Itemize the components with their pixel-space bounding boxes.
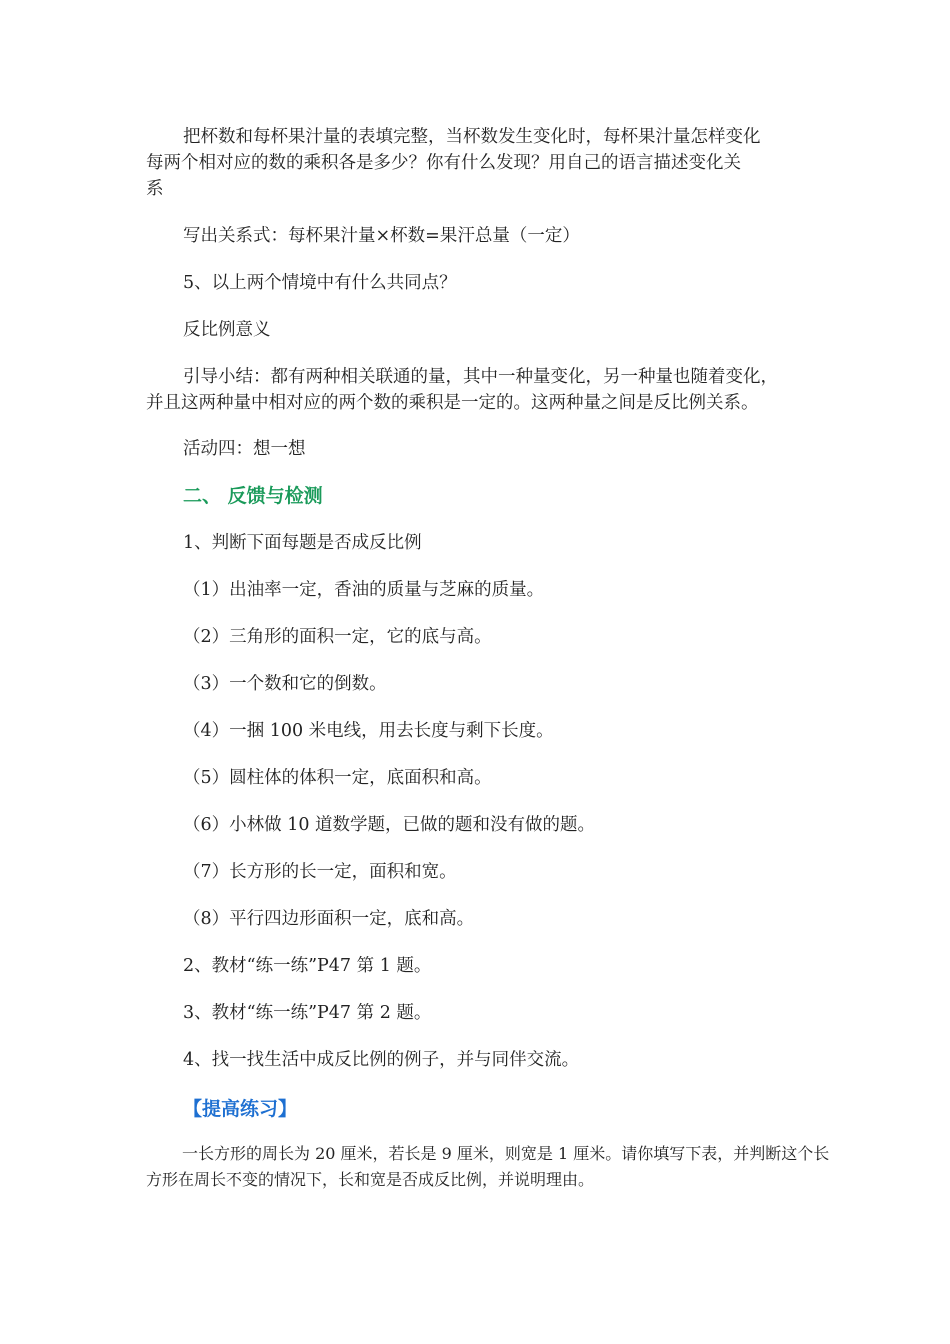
- question-5: 5、以上两个情境中有什么共同点？: [183, 273, 457, 293]
- judge-item: （7）长方形的长一定，面积和宽。: [183, 862, 457, 882]
- judge-item: （8）平行四边形面积一定，底和高。: [183, 909, 475, 929]
- activity-four: 活动四：想一想: [183, 439, 306, 459]
- inverse-proportion-meaning: 反比例意义: [183, 320, 271, 340]
- judge-item: （2）三角形的面积一定，它的底与高。: [183, 627, 492, 647]
- textbook-question-2: 2、教材“练一练”P47 第 1 题。: [183, 956, 432, 976]
- summary-line-2: 并且这两种量中相对应的两个数的乘积是一定的。这两种量之间是反比例关系。: [146, 393, 759, 413]
- practice-line-2: 方形在周长不变的情况下，长和宽是否成反比例，并说明理由。: [146, 1170, 595, 1189]
- intro-line-1: 把杯数和每杯果汁量的表填完整，当杯数发生变化时，每杯果汁量怎样变化: [183, 127, 761, 147]
- practice-line-1: 一长方形的周长为 20 厘米，若长是 9 厘米，则宽是 1 厘米。请你填写下表，并判断这个长: [182, 1144, 830, 1163]
- section-heading-feedback: 二、 反馈与检测: [183, 485, 323, 507]
- practice-heading: 【提高练习】: [183, 1098, 298, 1120]
- judge-item: （4）一捆 100 米电线，用去长度与剩下长度。: [183, 721, 554, 741]
- real-life-question-4: 4、找一找生活中成反比例的例子，并与同伴交流。: [183, 1050, 580, 1070]
- judge-question-1: 1、判断下面每题是否成反比例: [183, 533, 422, 553]
- intro-line-3: 系: [146, 179, 164, 199]
- judge-item: （1）出油率一定，香油的质量与芝麻的质量。: [183, 580, 545, 600]
- judge-item: （6）小林做 10 道数学题，已做的题和没有做的题。: [183, 815, 596, 835]
- intro-line-2: 每两个相对应的数的乘积各是多少？你有什么发现？用自己的语言描述变化关: [146, 153, 741, 173]
- judge-item: （3）一个数和它的倒数。: [183, 674, 387, 694]
- textbook-question-3: 3、教材“练一练”P47 第 2 题。: [183, 1003, 432, 1023]
- relation-formula: 写出关系式：每杯果汁量×杯数=果汗总量（一定）: [183, 226, 580, 246]
- judge-item: （5）圆柱体的体积一定，底面积和高。: [183, 768, 492, 788]
- summary-line-1: 引导小结：都有两种相关联通的量，其中一种量变化，另一种量也随着变化，: [183, 367, 778, 387]
